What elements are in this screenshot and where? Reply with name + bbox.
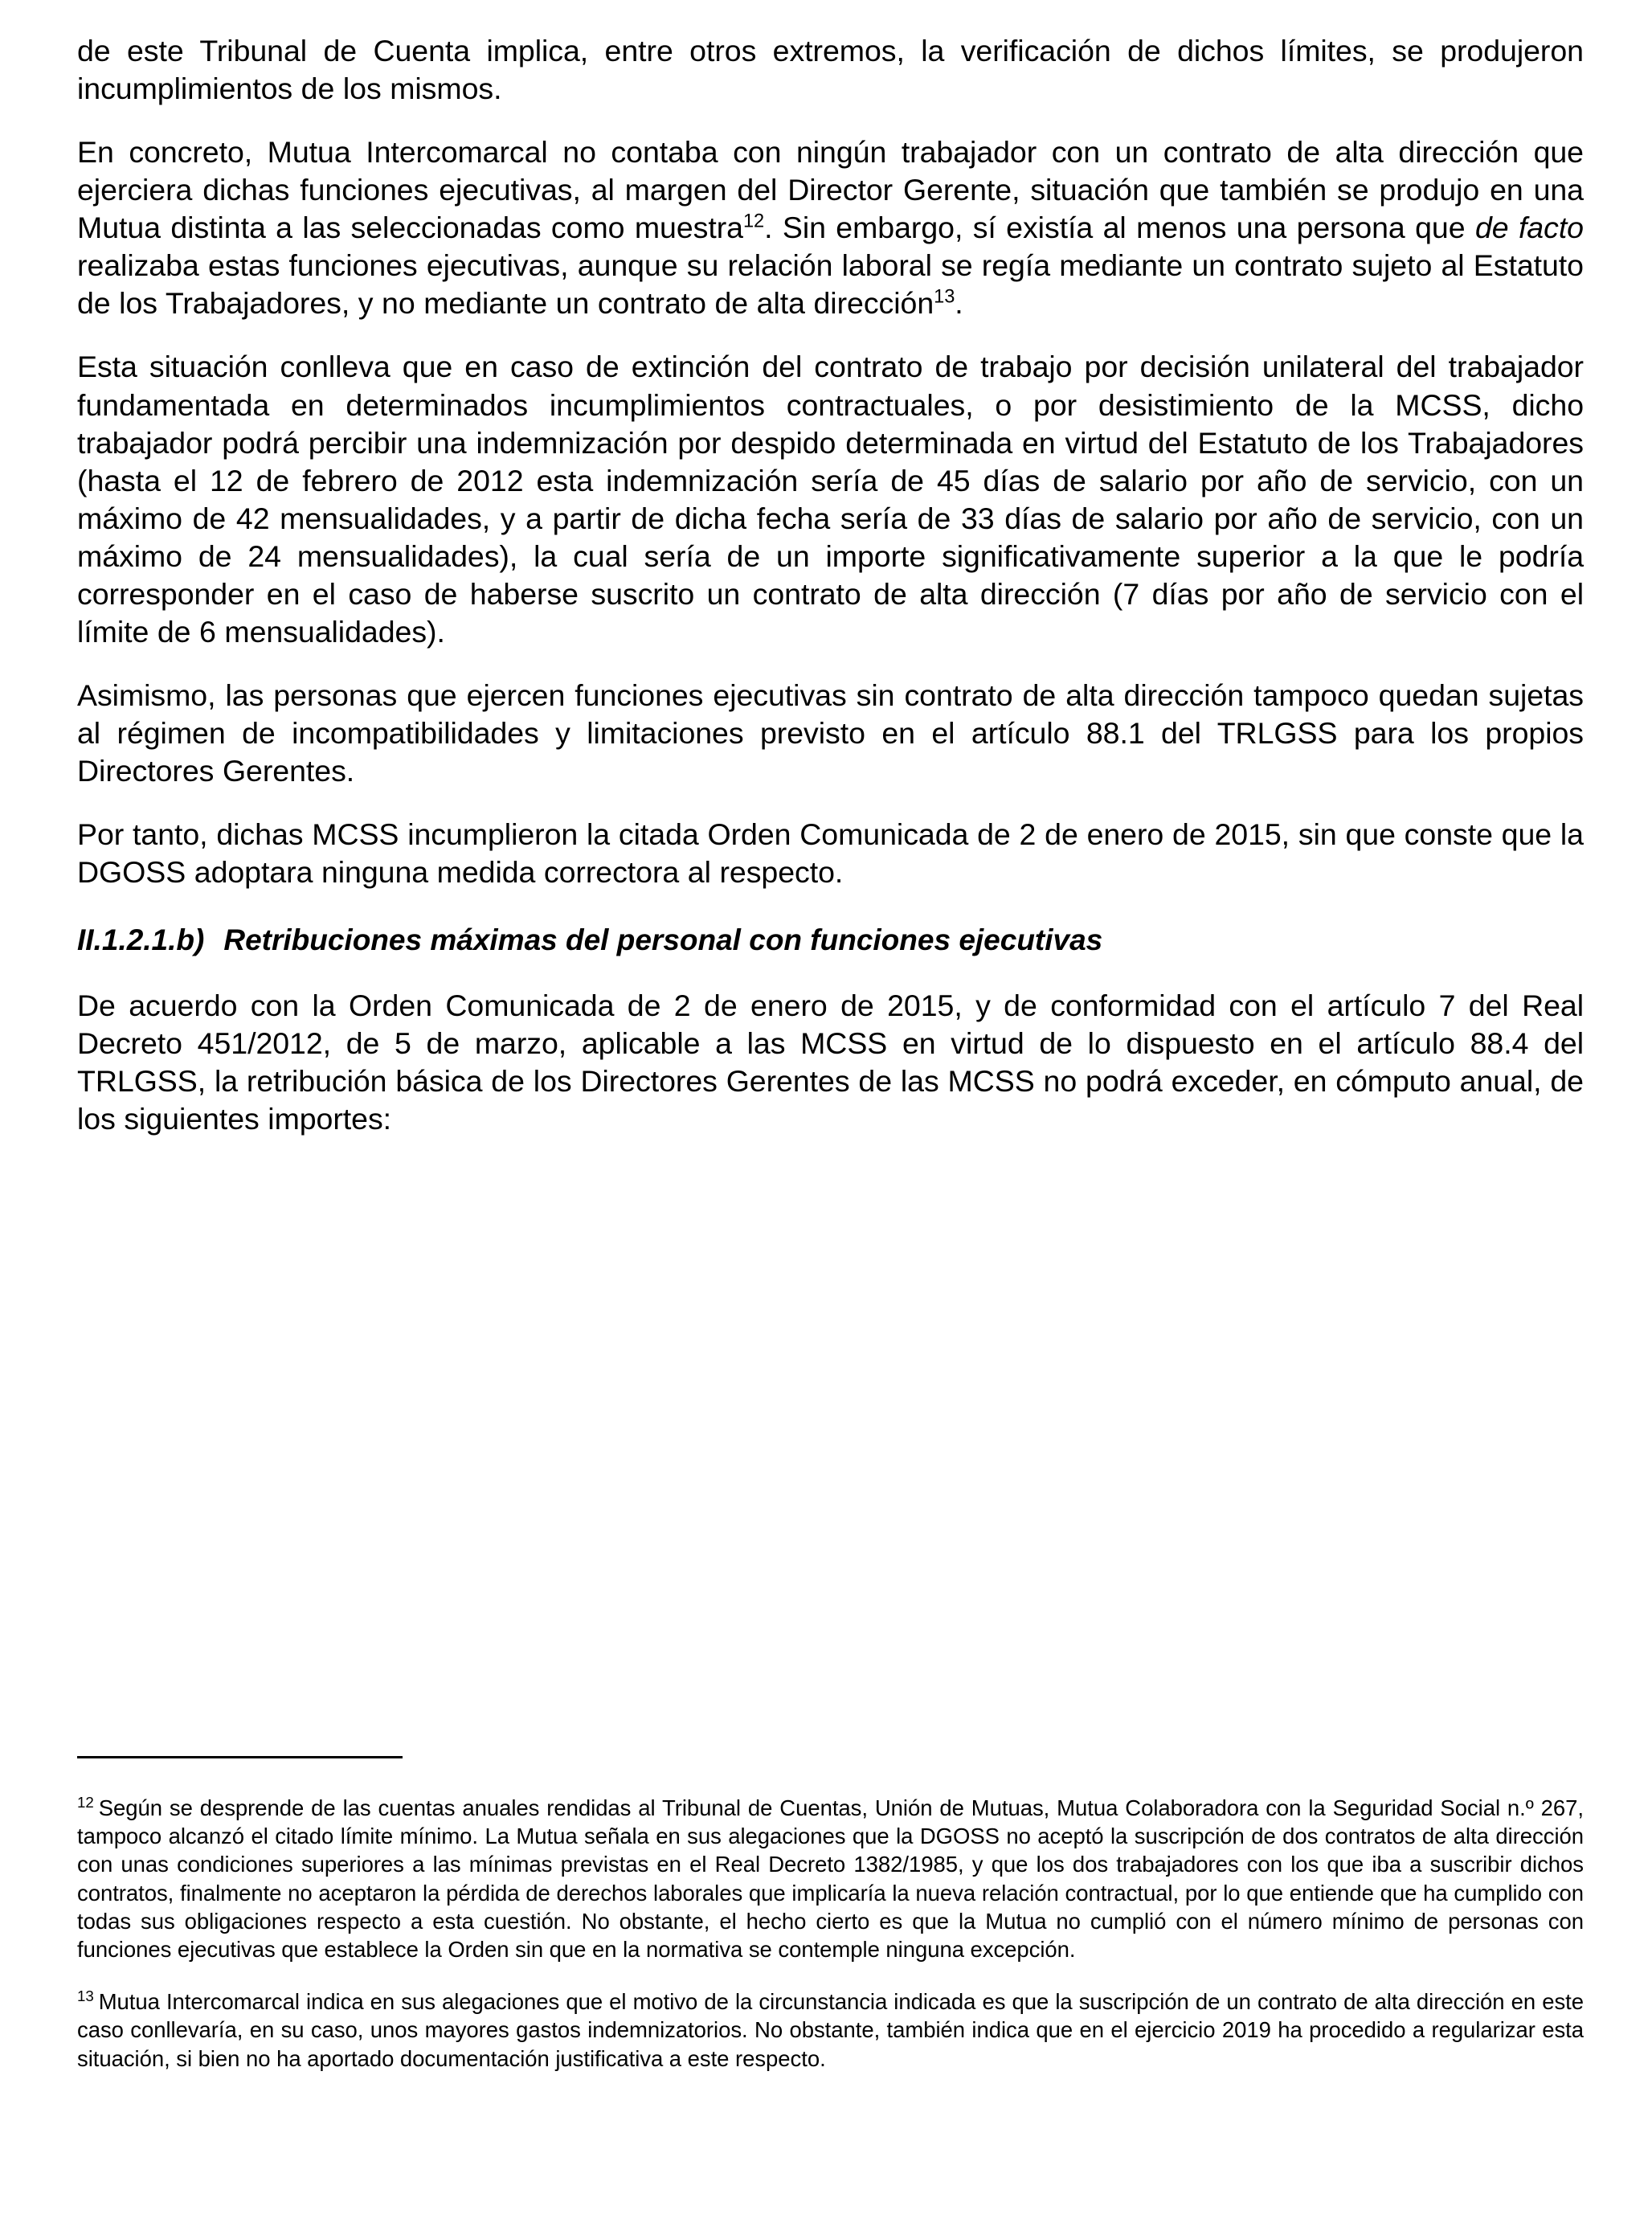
footnote-separator-rule: [77, 1756, 403, 1758]
paragraph-asimismo: Asimismo, las personas que ejercen funciones ejecutivas sin contrato de alta dirección tampoco quedan sujetas al régimen de incompatibilidades y limitaciones previsto en el artículo 88.1 del TRLGSS para los propios Directores Gerentes.: [77, 677, 1584, 788]
footnote-ref-12[interactable]: 12: [742, 211, 765, 232]
paragraph-segment-text: . Sin embargo, sí existía al menos una persona que: [764, 211, 1475, 245]
paragraph-de-acuerdo: De acuerdo con la Orden Comunicada de 2 de enero de 2015, y de conformidad con el artículo 7 del Real Decreto 451/2012, de 5 de marzo, aplicable a las MCSS en virtud de lo dispuesto en el artículo 88.4 del TRLGSS, la retribución básica de los Directores Gerentes de las MCSS no podrá exceder, en cómputo anual, de los siguientes importes:: [77, 988, 1584, 1136]
footnote-12-text: Según se desprende de las cuentas anuales rendidas al Tribunal de Cuentas, Unión de Mutuas, Mutua Colaboradora con la Seguridad Social n.º 267, tampoco alcanzó el citado límite mínimo. La Mutua señala en sus alegaciones que la DGOSS no aceptó la suscripción de dos contratos de alta dirección con unas condiciones superiores a las mínimas previstas en el Real Decreto 1382/1985, y que los dos trabajadores con los que iba a suscribir dichos contratos, finalmente no aceptaron la pérdida de derechos laborales que implicaría la nueva relación contractual, por lo que entiende que ha cumplido con todas sus obligaciones respecto a esta cuestión. No obstante, el hecho cierto es que la Mutua no cumplió con el número mínimo de personas con funciones ejecutivas que establece la Orden sin que en la normativa se contemple ninguna excepción.: [77, 1795, 1584, 1962]
paragraph-por-tanto: Por tanto, dichas MCSS incumplieron la citada Orden Comunicada de 2 de enero de 2015, sin que conste que la DGOSS adoptara ninguna medida correctora al respecto.: [77, 817, 1584, 890]
paragraph-segment-text: .: [955, 286, 963, 321]
footnote-ref-13[interactable]: 13: [934, 286, 955, 308]
paragraph-segment-text: En concreto, Mutua Intercomarcal no contaba con ningún trabajador con un contrato de alta dirección que ejerciera dichas funciones ejecutivas, al margen del Director Gerente, situación que también se produjo en una Mutua distinta a las seleccionadas como muestra: [77, 135, 1584, 245]
paragraph-segment-italic: de facto: [1474, 211, 1584, 245]
footnote-number-12: 12: [77, 1793, 94, 1811]
body-text-area: [77, 32, 1584, 1138]
paragraph-esta-situacion: Esta situación conlleva que en caso de extinción del contrato de trabajo por decisión unilateral del trabajador fundamentada en determinados incumplimientos contractuales, o por desistimiento de la MCSS, dicho trabajador podrá percibir una indemnización por despido determinada en virtud del Estatuto de los Trabajadores (hasta el 12 de febrero de 2012 esta indemnización sería de 45 días de salario por año de servicio, con un máximo de 42 mensualidades, y a partir de dicha fecha sería de 33 días de salario por año de servicio, con un máximo de 24 mensualidades), la cual sería de un importe significativamente superior a la que le podría corresponder en el caso de haberse suscrito un contrato de alta dirección (7 días por año de servicio con el límite de 6 mensualidades).: [77, 350, 1584, 649]
paragraph-en-concreto: [77, 133, 1584, 322]
section-heading: [77, 922, 1584, 959]
section-heading-title: Retribuciones máximas del personal con funciones ejecutivas: [223, 923, 1103, 957]
paragraph-continuation: de este Tribunal de Cuenta implica, entre otros extremos, la verificación de dichos límites, se produjeron incumplimientos de los mismos.: [77, 34, 1584, 106]
section-heading-number: II.1.2.1.b): [77, 923, 205, 957]
paragraph-segment-text: realizaba estas funciones ejecutivas, aunque su relación laboral se regía mediante un contrato sujeto al Estatuto de los Trabajadores, y no mediante un contrato de alta dirección: [77, 248, 1584, 321]
footnote-number-13: 13: [77, 1987, 94, 2004]
footnote-13: [77, 1987, 1584, 2073]
footnote-area: [77, 1756, 1584, 2073]
footnote-12: [77, 1794, 1584, 1963]
footnote-13-text: Mutua Intercomarcal indica en sus alegaciones que el motivo de la circunstancia indicada es que la suscripción de un contrato de alta dirección en este caso conllevaría, en su caso, unos mayores gastos indemnizatorios. No obstante, también indica que en el ejercicio 2019 ha procedido a regularizar esta situación, si bien no ha aportado documentación justificativa a este respecto.: [77, 1989, 1584, 2071]
